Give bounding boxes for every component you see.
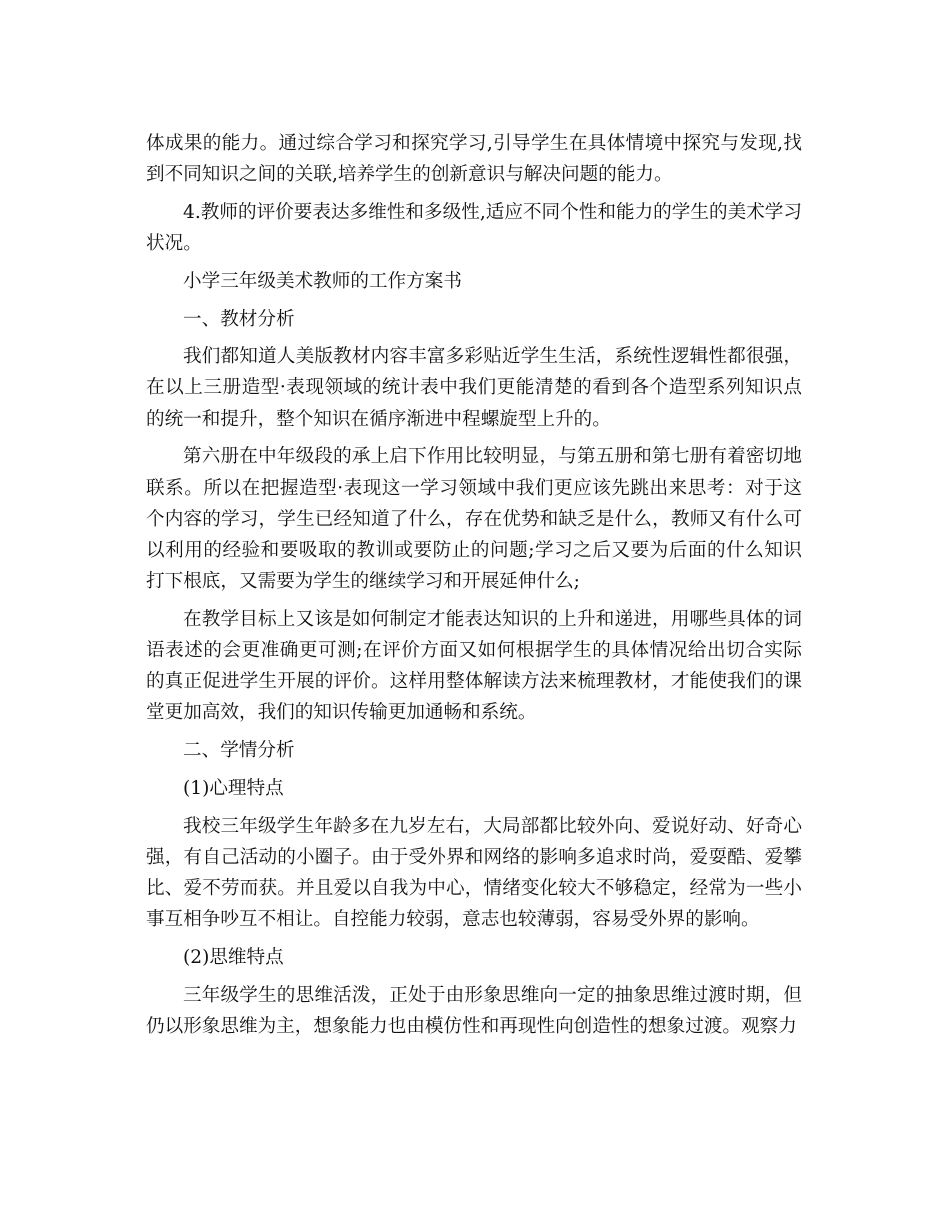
paragraph-psychology: 我校三年级学生年龄多在九岁左右，大局部都比较外向、爱说好动、好奇心强，有自己活动的小圈子。由于受外界和网络的影响多追求时尚，爱耍酷、爱攀比、爱不劳而获。并且爱以自我为中心，情绪变化较大不够稳定，经常为一些小事互相争吵互不相让。自控能力较弱，意志也较薄弱，容易受外界的影响。 <box>146 815 802 931</box>
paragraph-continuation: 体成果的能力。通过综合学习和探究学习,引导学生在具体情境中探究与发现,找到不同知识之间的关联,培养学生的创新意识与解决问题的能力。 <box>146 133 802 186</box>
section-heading-textbook-analysis: 一、教材分析 <box>183 308 295 330</box>
section-heading-student-analysis: 二、学情分析 <box>183 740 295 762</box>
subheading-psychology: (1)心理特点 <box>183 777 284 799</box>
subheading-thinking: (2)思维特点 <box>183 946 284 968</box>
paragraph-teaching-goals: 在教学目标上又该是如何制定才能表达知识的上升和递进，用哪些具体的词语表述的会更准确更可测;在评价方面又如何根据学生的具体情况给出切合实际的真正促进学生开展的评价。这样用整体解读方法来梳理教材，才能使我们的课堂更加高效，我们的知识传输更加通畅和系统。 <box>146 608 802 724</box>
document-title: 小学三年级美术教师的工作方案书 <box>183 270 462 292</box>
document-page <box>146 128 802 1048</box>
paragraph-point-4: 4.教师的评价要表达多维性和多级性,适应不同个性和能力的学生的美术学习状况。 <box>146 201 802 255</box>
paragraph-textbook-overview: 我们都知道人美版教材内容丰富多彩贴近学生生活，系统性逻辑性都很强，在以上三册造型·表现领域的统计表中我们更能清楚的看到各个造型系列知识点的统一和提升，整个知识在循序渐进中程螺旋型上升的。 <box>146 346 802 430</box>
paragraph-book-six: 第六册在中年级段的承上启下作用比较明显，与第五册和第七册有着密切地联系。所以在把握造型·表现这一学习领域中我们更应该先跳出来思考：对于这个内容的学习，学生已经知道了什么，存在优势和缺乏是什么，教师又有什么可以利用的经验和要吸取的教训或要防止的问题;学习之后又要为后面的什么知识打下根底，又需要为学生的继续学习和开展延伸什么; <box>146 446 802 593</box>
paragraph-thinking: 三年级学生的思维活泼，正处于由形象思维向一定的抽象思维过渡时期，但仍以形象思维为主，想象能力也由模仿性和再现性向创造性的想象过渡。观察力 <box>146 984 802 1037</box>
